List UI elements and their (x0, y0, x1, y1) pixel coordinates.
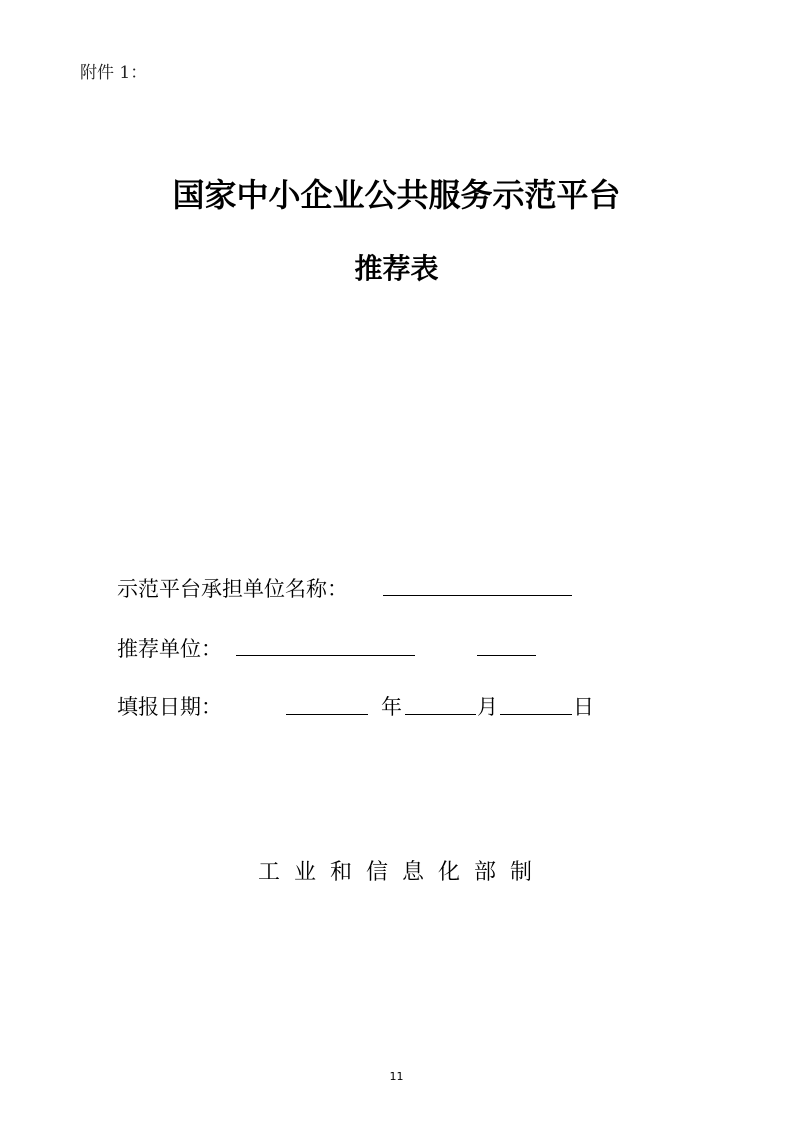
day-blank[interactable] (500, 714, 572, 715)
attachment-label: 附件 1： (80, 63, 148, 83)
page-number: 11 (389, 1070, 404, 1083)
document-title: 国家中小企业公共服务示范平台 (172, 176, 621, 214)
issuer: 工业和信息化部制 (258, 860, 547, 885)
month-label: 月 (477, 695, 498, 719)
month-blank[interactable] (405, 714, 476, 715)
document-subtitle: 推荐表 (354, 252, 439, 285)
recommending-unit-extra-blank[interactable] (477, 655, 536, 656)
undertaking-unit-label: 示范平台承担单位名称： (117, 577, 348, 601)
undertaking-unit-blank[interactable] (383, 595, 572, 596)
recommending-unit-label: 推荐单位： (117, 637, 222, 661)
fill-date-label: 填报日期： (117, 695, 222, 719)
year-label: 年 (381, 695, 402, 719)
recommending-unit-blank[interactable] (236, 655, 415, 656)
year-blank[interactable] (286, 714, 368, 715)
day-label: 日 (573, 695, 594, 719)
